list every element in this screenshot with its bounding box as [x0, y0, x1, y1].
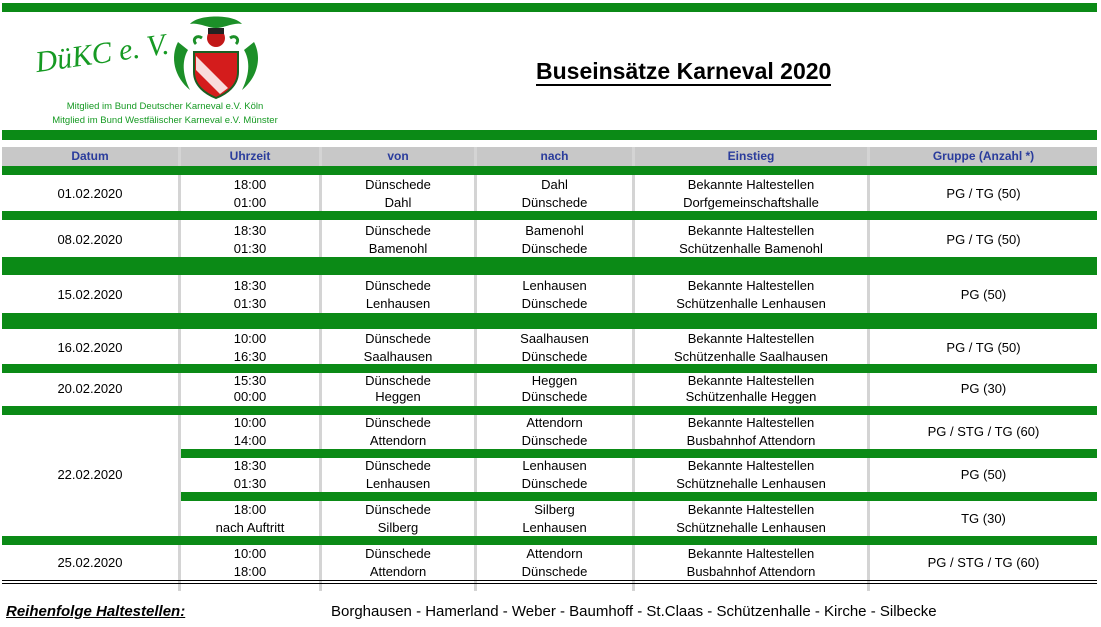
col-header-von: von: [322, 147, 474, 166]
datum-cell: 20.02.2020: [57, 381, 123, 396]
nach-hin: Lenhausen: [522, 278, 587, 293]
nach-hin: Heggen: [531, 373, 578, 388]
rueckfahrt-time: 00:00: [233, 389, 267, 404]
einstieg-hin: Bekannte Haltestellen: [687, 373, 815, 388]
nach-cell: [477, 222, 632, 257]
nach-rueck: Dünschede: [521, 240, 588, 256]
rueckfahrt-time: 16:30: [233, 348, 267, 364]
einstieg-cell: [635, 457, 867, 492]
von-cell: [322, 222, 474, 257]
datum-cell: 22.02.2020: [57, 467, 123, 482]
gruppe-cell: PG / TG (50): [946, 232, 1021, 247]
einstieg-hin: Bekannte Haltestellen: [687, 177, 815, 192]
von-cell: [322, 545, 474, 580]
einstieg-rueck: Schützenhalle Saalhausen: [674, 348, 828, 364]
von-hin: Dünschede: [365, 331, 431, 346]
datum-cell: 16.02.2020: [57, 340, 123, 355]
rueckfahrt-time: 01:30: [233, 240, 267, 256]
uhrzeit-cell: [181, 277, 319, 312]
nach-cell: [477, 373, 632, 405]
rueckfahrt-time: 18:00: [233, 563, 267, 579]
einstieg-hin: Bekannte Haltestellen: [687, 331, 815, 346]
einstieg-cell: [635, 176, 867, 211]
einstieg-cell: [635, 414, 867, 449]
nach-rueck: Dünschede: [521, 563, 588, 579]
von-hin: Dünschede: [365, 177, 431, 192]
row-divider-strip: [181, 492, 1097, 501]
datum-cell: 15.02.2020: [57, 287, 123, 302]
row-divider-strip: [2, 166, 1097, 175]
uhrzeit-cell: [181, 501, 319, 536]
abfahrt-time: 18:00: [233, 177, 267, 192]
gruppe-cell: PG (50): [960, 467, 1007, 482]
einstieg-rueck: Schützenhalle Bamenohl: [679, 240, 823, 256]
nach-hin: Silberg: [534, 502, 575, 517]
einstieg-hin: Bekannte Haltestellen: [687, 223, 815, 238]
uhrzeit-cell: [181, 414, 319, 449]
einstieg-cell: [635, 501, 867, 536]
von-rueck: Attendorn: [369, 563, 427, 579]
von-rueck: Silberg: [377, 519, 419, 535]
nach-cell: [477, 545, 632, 580]
uhrzeit-cell: [181, 222, 319, 257]
von-rueck: Lenhausen: [365, 295, 431, 311]
logo-text: DüKC e. V.: [33, 27, 172, 80]
einstieg-rueck: Schützenhalle Lenhausen: [676, 295, 826, 311]
einstieg-hin: Bekannte Haltestellen: [687, 458, 815, 473]
nach-cell: [477, 414, 632, 449]
col-header-nach: nach: [477, 147, 632, 166]
nach-rueck: Dünschede: [521, 432, 588, 448]
datum-cell: 25.02.2020: [57, 555, 123, 570]
einstieg-hin: Bekannte Haltestellen: [687, 278, 815, 293]
top-green-bar: [2, 3, 1097, 12]
abfahrt-time: 18:30: [233, 458, 267, 473]
coat-of-arms-icon: [168, 12, 264, 100]
schedule-table: [2, 147, 1097, 591]
nach-cell: [477, 501, 632, 536]
von-cell: [322, 277, 474, 312]
row-divider-strip: [2, 257, 1097, 275]
col-header-gruppe: Gruppe (Anzahl *): [870, 147, 1097, 166]
nach-cell: [477, 176, 632, 211]
von-cell: [322, 330, 474, 365]
einstieg-cell: [635, 545, 867, 580]
uhrzeit-cell: [181, 176, 319, 211]
row-divider-strip: [2, 313, 1097, 329]
gruppe-cell: PG / STG / TG (60): [927, 424, 1040, 439]
einstieg-hin: Bekannte Haltestellen: [687, 546, 815, 561]
von-hin: Dünschede: [365, 373, 431, 388]
abfahrt-time: 18:30: [233, 223, 267, 238]
einstieg-cell: [635, 277, 867, 312]
abfahrt-time: 10:00: [233, 331, 267, 346]
nach-hin: Saalhausen: [520, 331, 589, 346]
abfahrt-time: 10:00: [233, 415, 267, 430]
nach-hin: Attendorn: [526, 415, 583, 430]
nach-hin: Bamenohl: [525, 223, 584, 238]
nach-rueck: Dünschede: [521, 389, 588, 404]
uhrzeit-cell: [181, 457, 319, 492]
von-cell: [322, 414, 474, 449]
einstieg-rueck: Schütznehalle Lenhausen: [676, 519, 826, 535]
von-cell: [322, 501, 474, 536]
rueckfahrt-time: 01:30: [233, 295, 267, 311]
einstieg-hin: Bekannte Haltestellen: [687, 502, 815, 517]
rueckfahrt-time: 01:00: [233, 194, 267, 210]
einstieg-rueck: Busbahnhof Attendorn: [686, 432, 816, 448]
abfahrt-time: 10:00: [233, 546, 267, 561]
row-divider-strip: [2, 211, 1097, 220]
table-bottom-rule: [2, 583, 1097, 584]
einstieg-rueck: Busbahnhof Attendorn: [686, 563, 816, 579]
nach-hin: Lenhausen: [522, 458, 587, 473]
einstieg-rueck: Schütznehalle Lenhausen: [676, 475, 826, 491]
von-cell: [322, 176, 474, 211]
nach-hin: Attendorn: [526, 546, 583, 561]
gruppe-cell: PG (30): [960, 381, 1007, 396]
table-bottom-rule: [2, 580, 1097, 581]
von-hin: Dünschede: [365, 223, 431, 238]
col-header-datum: Datum: [2, 147, 178, 166]
von-rueck: Lenhausen: [365, 475, 431, 491]
uhrzeit-cell: [181, 330, 319, 365]
von-rueck: Bamenohl: [368, 240, 428, 256]
einstieg-rueck: Schützenhalle Heggen: [685, 389, 817, 404]
von-hin: Dünschede: [365, 458, 431, 473]
membership-line-1: Mitglied im Bund Deutscher Karneval e.V. Köln: [66, 101, 264, 112]
gruppe-cell: PG / TG (50): [946, 186, 1021, 201]
von-rueck: Saalhausen: [363, 348, 433, 364]
abfahrt-time: 18:30: [233, 278, 267, 293]
row-divider-strip: [2, 364, 1097, 373]
einstieg-rueck: Dorfgemeinschaftshalle: [683, 194, 819, 210]
von-rueck: Dahl: [384, 194, 412, 210]
datum-cell: 01.02.2020: [57, 186, 123, 201]
rueckfahrt-time: nach Auftritt: [215, 519, 285, 535]
einstieg-cell: [635, 222, 867, 257]
col-header-einstieg: Einstieg: [635, 147, 867, 166]
einstieg-cell: [635, 373, 867, 405]
nach-cell: [477, 277, 632, 312]
von-hin: Dünschede: [365, 502, 431, 517]
abfahrt-time: 18:00: [233, 502, 267, 517]
gruppe-cell: PG (50): [960, 287, 1007, 302]
stops-order-label: Reihenfolge Haltestellen:: [6, 603, 186, 620]
nach-cell: [477, 457, 632, 492]
row-divider-strip: [2, 536, 1097, 545]
gruppe-cell: TG (30): [961, 511, 1006, 526]
uhrzeit-cell: [181, 373, 319, 405]
uhrzeit-cell: [181, 545, 319, 580]
von-cell: [322, 457, 474, 492]
header-divider-bar: [2, 130, 1097, 140]
einstieg-hin: Bekannte Haltestellen: [687, 415, 815, 430]
gruppe-cell: PG / STG / TG (60): [927, 555, 1040, 570]
nach-rueck: Dünschede: [521, 295, 588, 311]
nach-hin: Dahl: [541, 177, 568, 192]
col-header-uhrzeit: Uhrzeit: [181, 147, 319, 166]
nach-cell: [477, 330, 632, 365]
nach-rueck: Dünschede: [521, 348, 588, 364]
von-cell: [322, 373, 474, 405]
von-hin: Dünschede: [365, 546, 431, 561]
stops-order-value: Borghausen - Hamerland - Weber - Baumhoff - St.Claas - Schützenhalle - Kirche - Silbecke: [331, 603, 937, 620]
gruppe-cell: PG / TG (50): [946, 340, 1021, 355]
rueckfahrt-time: 01:30: [233, 475, 267, 491]
von-hin: Dünschede: [365, 278, 431, 293]
von-rueck: Attendorn: [369, 432, 427, 448]
einstieg-cell: [635, 330, 867, 365]
abfahrt-time: 15:30: [233, 373, 267, 388]
membership-line-2: Mitglied im Bund Westfälischer Karneval e.V. Münster: [52, 115, 278, 126]
nach-rueck: Dünschede: [521, 475, 588, 491]
rueckfahrt-time: 14:00: [233, 432, 267, 448]
page-title: Buseinsätze Karneval 2020: [536, 58, 832, 84]
nach-rueck: Dünschede: [521, 194, 588, 210]
von-hin: Dünschede: [365, 415, 431, 430]
datum-cell: 08.02.2020: [57, 232, 123, 247]
nach-rueck: Lenhausen: [522, 519, 587, 535]
von-rueck: Heggen: [375, 389, 421, 404]
